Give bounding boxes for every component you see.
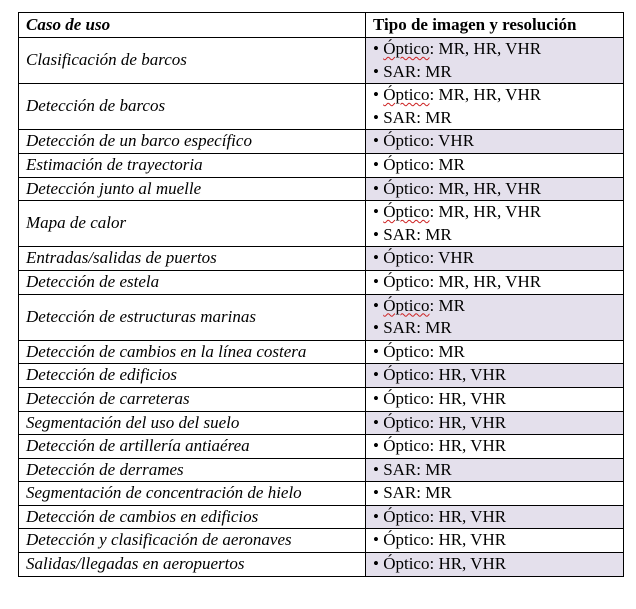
- table-body: [19, 38, 624, 577]
- use-case-cell: Detección junto al muelle: [19, 177, 366, 201]
- use-case-cell: Salidas/llegadas en aeropuertos: [19, 553, 366, 577]
- table-row: [19, 482, 624, 506]
- use-case-cell: Mapa de calor: [19, 201, 366, 247]
- image-type-line: • Óptico: MR: [373, 295, 465, 315]
- table-row: [19, 294, 624, 340]
- image-type-line: • SAR: MR: [373, 61, 452, 81]
- table-row: [19, 553, 624, 577]
- image-type-cell: [366, 387, 624, 411]
- spellcheck-word: Óptico: [383, 39, 430, 58]
- image-type-line: • SAR: MR: [373, 318, 452, 338]
- table-row: [19, 130, 624, 154]
- image-type-cell: [366, 294, 624, 340]
- image-type-cell: [366, 411, 624, 435]
- image-type-cell: [366, 340, 624, 364]
- image-type-line: • SAR: MR: [373, 107, 452, 127]
- use-case-cell: Detección de cambios en la línea costera: [19, 340, 366, 364]
- header-image-type: Tipo de imagen y resolución: [366, 13, 624, 38]
- use-case-cell: Segmentación de concentración de hielo: [19, 482, 366, 506]
- use-case-cell: Detección de derrames: [19, 458, 366, 482]
- header-use-case: Caso de uso: [19, 13, 366, 38]
- use-case-cell: Detección de artillería antiaérea: [19, 435, 366, 459]
- image-type-cell: [366, 505, 624, 529]
- spellcheck-word: Óptico: [383, 202, 430, 222]
- image-type-cell: [366, 458, 624, 482]
- image-type-cell: [366, 529, 624, 553]
- image-type-cell: [366, 130, 624, 154]
- image-type-cell: [366, 201, 624, 247]
- use-case-cell: Detección y clasificación de aeronaves: [19, 529, 366, 553]
- image-type-line: • Óptico: MR, HR, VHR: [373, 202, 542, 222]
- use-case-cell: Detección de cambios en edificios: [19, 505, 366, 529]
- header-row: [19, 13, 624, 38]
- table-row: [19, 458, 624, 482]
- image-type-line: • Óptico: VHR: [373, 131, 475, 151]
- image-type-line: • Óptico: MR: [373, 341, 465, 361]
- table-row: [19, 435, 624, 459]
- image-type-line: • SAR: MR: [373, 224, 452, 244]
- image-type-cell: [366, 270, 624, 294]
- spellcheck-word: Óptico: [383, 85, 430, 105]
- image-type-cell: [366, 364, 624, 388]
- table-row: [19, 177, 624, 201]
- use-case-table: [18, 12, 624, 577]
- image-type-cell: [366, 482, 624, 506]
- image-type-line: • Óptico: HR, VHR: [373, 506, 507, 526]
- spellcheck-word: Óptico: [383, 295, 430, 315]
- image-type-cell: [366, 553, 624, 577]
- use-case-cell: Entradas/salidas de puertos: [19, 247, 366, 271]
- use-case-cell: Clasificación de barcos: [19, 38, 366, 84]
- image-type-line: • Óptico: VHR: [373, 248, 475, 268]
- table-row: [19, 364, 624, 388]
- image-type-cell: [366, 177, 624, 201]
- image-type-cell: [366, 153, 624, 177]
- table-row: [19, 153, 624, 177]
- image-type-line: • Óptico: HR, VHR: [373, 388, 507, 408]
- image-type-line: • SAR: MR: [373, 459, 452, 479]
- image-type-line: • Óptico: MR: [373, 154, 465, 174]
- image-type-line: • Óptico: HR, VHR: [373, 365, 507, 385]
- image-type-line: • Óptico: HR, VHR: [373, 436, 507, 456]
- image-type-cell: [366, 84, 624, 130]
- use-case-cell: Estimación de trayectoria: [19, 153, 366, 177]
- use-case-cell: Detección de un barco específico: [19, 130, 366, 154]
- table-row: [19, 505, 624, 529]
- image-type-line: • SAR: MR: [373, 483, 452, 503]
- table-row: [19, 529, 624, 553]
- use-case-cell: Segmentación del uso del suelo: [19, 411, 366, 435]
- table-row: [19, 340, 624, 364]
- table-row: [19, 411, 624, 435]
- table-row: [19, 387, 624, 411]
- use-case-cell: Detección de edificios: [19, 364, 366, 388]
- table-row: [19, 38, 624, 84]
- use-case-cell: Detección de carreteras: [19, 387, 366, 411]
- image-type-line: • Óptico: HR, VHR: [373, 412, 507, 432]
- image-type-line: • Óptico: MR, HR, VHR: [373, 178, 542, 198]
- image-type-line: • Óptico: MR, HR, VHR: [373, 39, 542, 58]
- use-case-cell: Detección de estructuras marinas: [19, 294, 366, 340]
- table-row: [19, 84, 624, 130]
- table-row: [19, 247, 624, 271]
- image-type-line: • Óptico: HR, VHR: [373, 530, 507, 550]
- use-case-cell: Detección de barcos: [19, 84, 366, 130]
- image-type-line: • Óptico: MR, HR, VHR: [373, 85, 542, 105]
- table-row: [19, 201, 624, 247]
- image-type-cell: [366, 247, 624, 271]
- use-case-cell: Detección de estela: [19, 270, 366, 294]
- image-type-cell: [366, 38, 624, 84]
- image-type-cell: [366, 435, 624, 459]
- table-row: [19, 270, 624, 294]
- image-type-line: • Óptico: MR, HR, VHR: [373, 271, 542, 291]
- image-type-line: • Óptico: HR, VHR: [373, 554, 507, 574]
